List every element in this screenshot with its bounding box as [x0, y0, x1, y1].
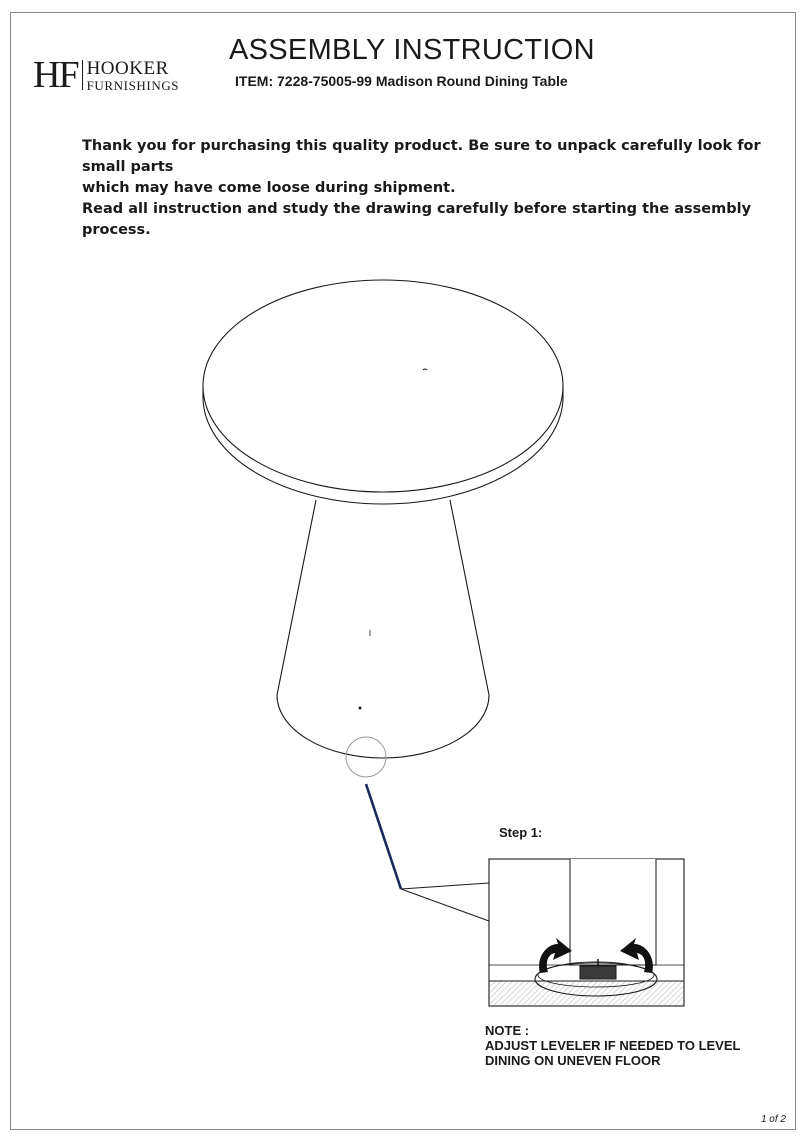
- leveler-detail-box: [489, 859, 684, 1006]
- callout-line: [366, 784, 401, 889]
- intro-line-2: which may have come loose during shipment.: [82, 180, 456, 196]
- leveler-foot: [580, 966, 616, 979]
- table-illustration: [203, 280, 563, 777]
- intro-line-1: Thank you for purchasing this quality product. Be sure to unpack carefully look for small parts: [82, 138, 761, 175]
- logo-name-bottom: FURNISHINGS: [86, 77, 180, 93]
- page-title: ASSEMBLY INSTRUCTION: [229, 34, 595, 66]
- item-description: ITEM: 7228-75005-99 Madison Round Dining Table: [235, 73, 568, 89]
- logo-mark: HF: [33, 54, 78, 96]
- callout-connector-top: [401, 883, 489, 889]
- note-block: [485, 1023, 740, 1068]
- note-heading: NOTE :: [485, 1023, 530, 1038]
- page-number: 1 of 2: [760, 1114, 786, 1125]
- callout-connector-bottom: [401, 889, 489, 921]
- logo-name-top: HOOKER: [86, 57, 169, 79]
- table-pedestal: [277, 500, 489, 758]
- dot-mark: [359, 707, 361, 709]
- table-top: [203, 280, 563, 492]
- step-label: Step 1:: [499, 825, 543, 840]
- intro-line-3: Read all instruction and study the drawing carefully before starting the assembly process.: [82, 201, 752, 238]
- note-line-2: DINING ON UNEVEN FLOOR: [485, 1053, 661, 1068]
- note-line-1: ADJUST LEVELER IF NEEDED TO LEVEL: [485, 1038, 741, 1053]
